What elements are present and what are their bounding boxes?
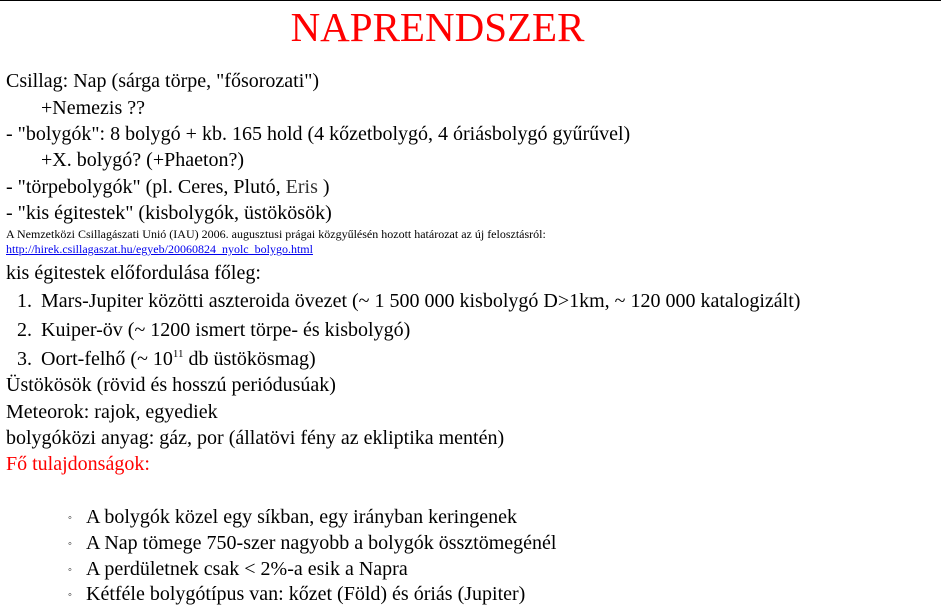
bullet-item-4 xyxy=(68,582,525,607)
bullet-text: A Nap tömege 750-szer nagyobb a bolygók össztömegénél xyxy=(86,532,557,554)
occurrence-line: kis égitestek előfordulása főleg: xyxy=(6,262,261,284)
item-text-after: db üstökösmag) xyxy=(183,348,316,370)
bullet-icon: ◦ xyxy=(68,512,72,524)
bullet-text: A perdületnek csak < 2%-a esik a Napra xyxy=(86,558,408,580)
bullet-item-3 xyxy=(68,557,408,582)
meteors-line: Meteorok: rajok, egyediek xyxy=(6,401,218,423)
bullet-icon: ◦ xyxy=(68,538,72,550)
eris-text: Eris xyxy=(285,176,318,198)
top-border-line xyxy=(0,0,941,1)
bullet-item-1 xyxy=(68,505,517,530)
star-line: Csillag: Nap (sárga törpe, "fősorozati") xyxy=(6,70,320,92)
item-number: 2. xyxy=(17,319,32,341)
comets-line: Üstökösök (rövid és hosszú periódusúak) xyxy=(6,374,336,396)
interplanetary-line: bolygóközi anyag: gáz, por (állatövi fény az ekliptika mentén) xyxy=(6,427,505,449)
exponent: 11 xyxy=(172,348,184,360)
dwarf-suffix: ) xyxy=(317,176,330,198)
nemezis-line: +Nemezis ?? xyxy=(41,97,146,119)
item-number: 1. xyxy=(17,290,32,312)
item-number: 3. xyxy=(17,348,32,370)
page-title: NAPRENDSZER xyxy=(290,4,585,50)
item-text: Mars-Jupiter közötti aszteroida övezet (~ 1 500 000 kisbolygó D>1km, ~ 120 000 katalogizált) xyxy=(41,290,801,312)
numbered-item-1 xyxy=(17,289,800,313)
planet-x-line: +X. bolygó? (+Phaeton?) xyxy=(41,149,245,171)
bullet-icon: ◦ xyxy=(68,564,72,576)
dwarf-planets-line xyxy=(6,175,330,199)
planets-line: - "bolygók": 8 bolygó + kb. 165 hold (4 kőzetbolygó, 4 óriásbolygó gyűrűvel) xyxy=(6,123,631,145)
numbered-item-2 xyxy=(17,318,410,342)
bullet-text: Kétféle bolygótípus van: kőzet (Föld) és óriás (Jupiter) xyxy=(86,583,526,605)
bullet-item-2 xyxy=(68,531,556,556)
item-text-before: Oort-felhő (~ 10 xyxy=(41,348,173,370)
bullet-text: A bolygók közel egy síkban, egy irányban keringenek xyxy=(86,506,517,528)
bullet-icon: ◦ xyxy=(68,589,72,601)
iau-link[interactable]: http://hirek.csillagaszat.hu/egyeb/20060824_nyolc_bolygo.html xyxy=(6,242,313,256)
iau-note: A Nemzetközi Csillagászati Unió (IAU) 2006. augusztusi prágai közgyűlésén hozott határozat az új felosztásról: xyxy=(6,227,546,241)
main-properties-heading: Fő tulajdonságok: xyxy=(6,453,150,475)
small-bodies-line: - "kis égitestek" (kisbolygók, üstökösök) xyxy=(6,202,332,224)
numbered-item-3 xyxy=(17,347,316,371)
dwarf-prefix: - "törpebolygók" (pl. Ceres, Plutó, xyxy=(6,176,286,198)
item-text: Kuiper-öv (~ 1200 ismert törpe- és kisbolygó) xyxy=(41,319,411,341)
